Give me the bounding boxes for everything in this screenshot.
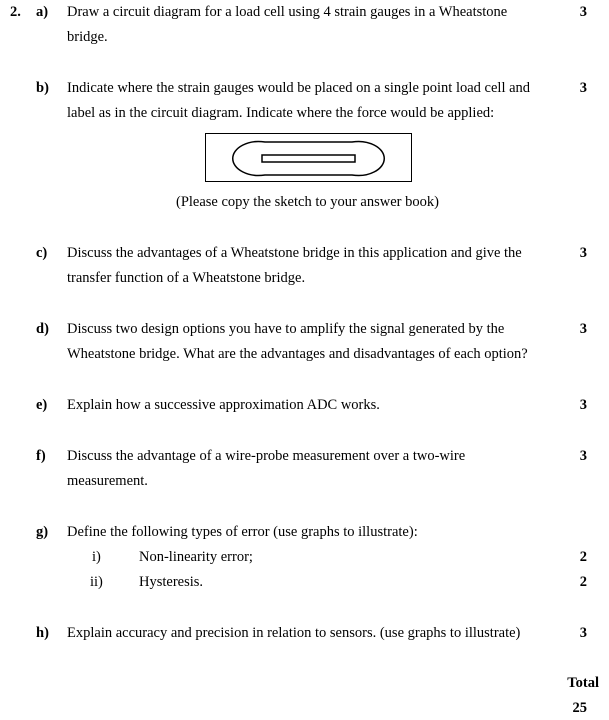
part-c-letter: c) xyxy=(36,245,48,261)
load-cell-sketch xyxy=(205,133,412,182)
part-b-letter: b) xyxy=(36,80,49,96)
part-a-marks: 3 xyxy=(579,4,587,20)
total-value: 25 xyxy=(572,700,587,716)
part-f-line-2: measurement. xyxy=(67,473,148,489)
part-e-letter: e) xyxy=(36,397,48,413)
part-f-letter: f) xyxy=(36,448,46,464)
part-b-line-1: Indicate where the strain gauges would be placed on a single point load cell and xyxy=(67,80,531,96)
part-e-marks: 3 xyxy=(579,397,587,413)
part-d-marks: 3 xyxy=(579,321,587,337)
part-g-line-1: Define the following types of error (use graphs to illustrate): xyxy=(67,524,418,540)
part-g-ii-label: ii) xyxy=(90,574,103,590)
load-cell-shape-icon xyxy=(206,134,413,183)
part-d-letter: d) xyxy=(36,321,49,337)
part-b-line-2: label as in the circuit diagram. Indicate where the force would be applied: xyxy=(67,105,495,121)
part-d-line-2: Wheatstone bridge. What are the advantages and disadvantages of each option? xyxy=(67,346,528,362)
total-label: Total xyxy=(567,675,599,691)
part-g-i-marks: 2 xyxy=(579,549,587,565)
part-g-i-label: i) xyxy=(92,549,101,565)
part-c-marks: 3 xyxy=(579,245,587,261)
part-f-line-1: Discuss the advantage of a wire-probe measurement over a two-wire xyxy=(67,448,466,464)
part-a-line-2: bridge. xyxy=(67,29,108,45)
part-h-line-1: Explain accuracy and precision in relation to sensors. (use graphs to illustrate) xyxy=(67,625,521,641)
question-number: 2. xyxy=(10,4,21,20)
part-c-line-2: transfer function of a Wheatstone bridge. xyxy=(67,270,306,286)
part-g-ii-text: Hysteresis. xyxy=(139,574,204,590)
part-a-letter: a) xyxy=(36,4,49,20)
part-g-i-text: Non-linearity error; xyxy=(139,549,253,565)
part-h-marks: 3 xyxy=(579,625,587,641)
part-f-marks: 3 xyxy=(579,448,587,464)
sketch-caption: (Please copy the sketch to your answer book) xyxy=(176,194,439,210)
part-d-line-1: Discuss two design options you have to amplify the signal generated by the xyxy=(67,321,505,337)
part-h-letter: h) xyxy=(36,625,49,641)
part-a-line-1: Draw a circuit diagram for a load cell using 4 strain gauges in a Wheatstone xyxy=(67,4,508,20)
part-b-marks: 3 xyxy=(579,80,587,96)
part-e-line-1: Explain how a successive approximation ADC works. xyxy=(67,397,380,413)
part-g-letter: g) xyxy=(36,524,49,540)
part-c-line-1: Discuss the advantages of a Wheatstone bridge in this application and give the xyxy=(67,245,522,261)
part-g-ii-marks: 2 xyxy=(579,574,587,590)
